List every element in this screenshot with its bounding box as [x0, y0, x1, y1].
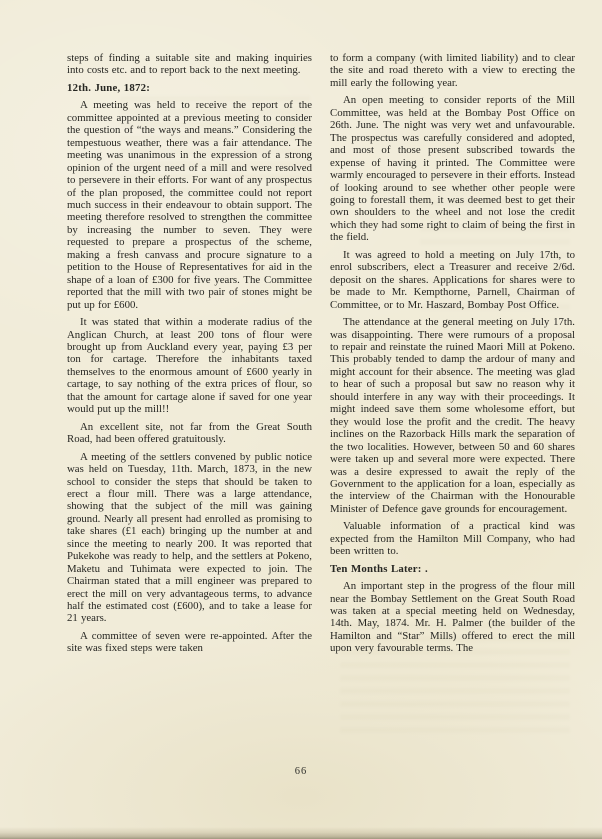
paragraph: The attendance at the general meeting on July 17th. was disappointing. There were rumours of a proposal to repair and reinstate the ruined Maori Mill at Pokeno. This probably tended to damp the ardour of many and might account for their absence. The meeting was glad to hear of such a proposal but saw no reason why it should interfere in any way with their proceedings. It might indeed save them some wholesome effort, but they would lose the profit and the credit. The heavy inclines on the Razorback Hills mark the separation of the two localities. However, between 50 and 60 shares were taken up and several more were expected. There was a desire expressed to await the reply of the Government to the application for a loan, especially as the interview of the Chairman with the Honourable Minister of Defence gave grounds for encouragement. — [330, 316, 575, 515]
section-heading-date: 12th. June, 1872: — [67, 81, 150, 94]
paragraph: An open meeting to consider reports of the Mill Committee, was held at the Bombay Post Office on 26th. June. The night was very wet and unfavourable. The prospectus was carefully considered and adopted, and most of those present subscribed towards the expense of having it printed. The Committee were warmly encouraged to persevere in their efforts. Instead of looking around to see whether other people were going to forestall them, it was deemed best to get their own shoulders to the wheel and not lose the credit which they had some right to claim of being the first in the field. — [330, 94, 575, 244]
paragraph: An excellent site, not far from the Great South Road, had been offered gratuitously. — [67, 420, 312, 446]
paragraph: Valuable information of a practical kind was expected from the Hamilton Mill Company, who had been written to. — [330, 520, 575, 558]
paragraph: It was stated that within a moderate radius of the Anglican Church, at least 200 tons of flour were brought up from Auckland every year, paying £3 per ton for cartage. Therefore the inhabitants taxed themselves to the enormous amount of £600 yearly in cartage, to say nothing of the extra prices of flour, so that the amount for cartage alone if saved for one year would put up the mill!! — [67, 316, 312, 416]
right-column — [330, 52, 575, 655]
paragraph-continuation: steps of finding a suitable site and making inquiries into costs etc. and to report back to the next meeting. — [67, 52, 312, 77]
paragraph: A committee of seven were re-appointed. After the site was fixed steps were taken — [67, 629, 312, 655]
paragraph: It was agreed to hold a meeting on July 17th, to enrol subscribers, elect a Treasurer and receive 2/6d. deposit on the shares. Applications for shares were to be made to Mr. Kempthorne, Parnell, Chairman of Committee, or to Mr. Haszard, Bombay Post Office. — [330, 248, 575, 311]
two-column-text-area — [67, 52, 575, 655]
paragraph-continuation: to form a company (with limited liability) and to clear the site and road thereto with a view to erecting the mill early the following year. — [330, 52, 575, 89]
page-bottom-shadow — [0, 827, 602, 839]
section-heading-ten-months-later: Ten Months Later: . — [330, 562, 428, 575]
paragraph: A meeting of the settlers convened by public notice was held on Tuesday, 11th. March, 1873, in the new school to consider the steps that should be taken to erect a flour mill. There was a large attendance, showing that the subject of the mill was gaining ground. Nearly all present had enrolled as promising to take shares (£1 each) bringing up the number at and since the meeting to nearly 200. It was reported that Pukekohe was ready to help, and the settlers at Pokeno, Maketu and Tuhimata were expected to join. The Chairman stated that a mill engineer was prepared to erect the mill on very advantageous terms, to advance half the estimated cost (£600), and to take a lease for 21 years. — [67, 450, 312, 625]
left-column — [67, 52, 312, 655]
page-number: 66 — [294, 766, 308, 777]
paragraph: A meeting was held to receive the report of the committee appointed at a previous meeting to consider the question of “the ways and means.” Considering the tempestuous weather, there was a fair attendance. The meeting was unanimous in the expression of a strong opinion of the urgent need of a mill and were resolved to persevere in their efforts. For want of any prospectus of the plan proposed, the committee could not report much success in their endeavour to obtain support. The meeting therefore resolved to strengthen the committee by increasing the number to seven. They were requested to prepare a prospectus of the scheme, making a fresh canvass and procure signature to a petition to the House of Representatives for aid in the shape of a loan of £300 for five years. The Committee reported that the mill with two pair of stones might be put up for £600. — [67, 99, 312, 311]
paragraph: An important step in the progress of the flour mill near the Bombay Settlement on the Great South Road was taken at a special meeting held on Wednesday, 14th. May, 1874. Mr. H. Palmer (the builder of the Hamilton and “Star” Mills) offered to erect the mill upon very favourable terms. The — [330, 580, 575, 655]
